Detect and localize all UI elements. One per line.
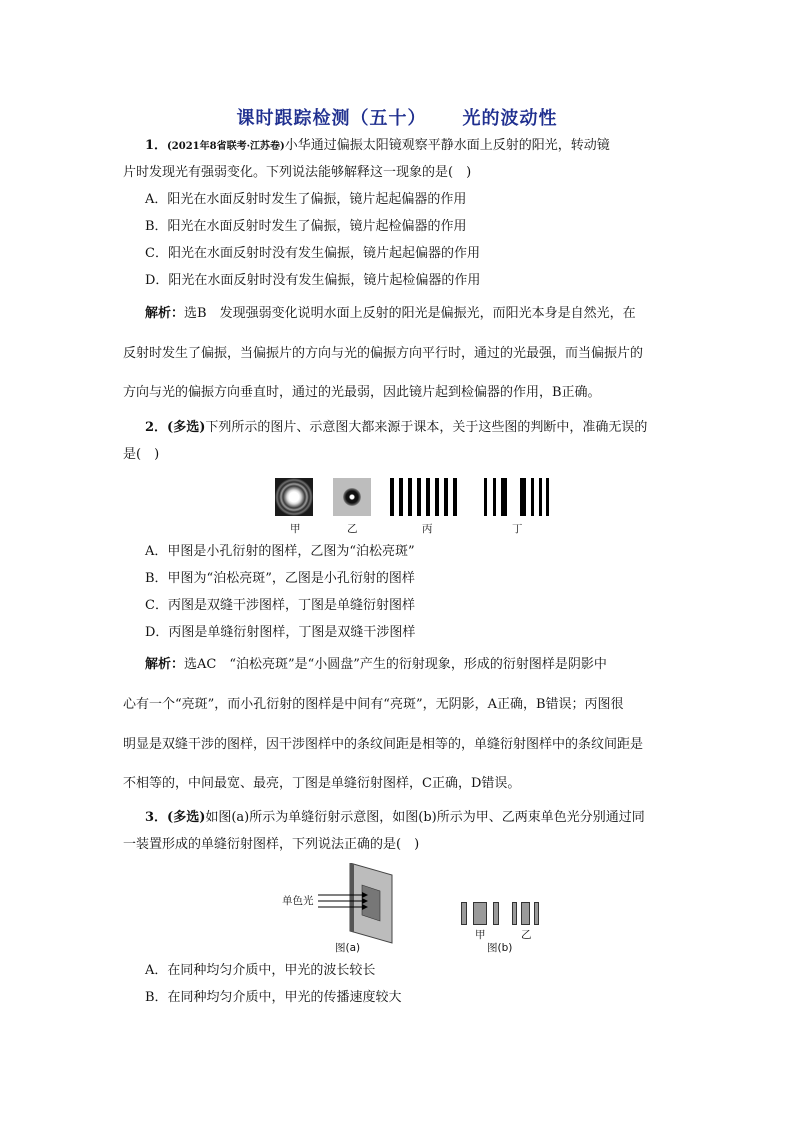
q3-line1 <box>145 809 705 827</box>
q2-analysis-text1: 选AC “泊松亮斑”是“小圆盘”产生的衍射现象，形成的衍射图样是阴影中 <box>184 657 607 672</box>
q1-analysis-label: 解析： <box>145 306 185 321</box>
q1-line2: 片时发现光有强弱变化。下列说法能够解释这一现象的是( ) <box>123 165 472 180</box>
q2-analysis-line2: 心有一个“亮斑”，而小孔衍射的图样是中间有“亮斑”，无阴影，A正确，B错误；丙图很 <box>123 697 624 712</box>
fig-label-yi: 乙 <box>347 523 358 535</box>
fig-b-label-jia: 甲 <box>475 929 486 941</box>
fig-label-jia: 甲 <box>290 523 301 535</box>
fig-a-single-slit-diagram <box>318 863 394 945</box>
fig-b-pattern-jia <box>461 902 499 924</box>
page-title <box>0 104 794 130</box>
fig-label-ding: 丁 <box>512 523 523 535</box>
q1-source: (2021年8省联考·江苏卷) <box>167 141 285 152</box>
q2-option-a: A．甲图是小孔衍射的图样，乙图为“泊松亮斑” <box>145 544 415 559</box>
q1-text1: 小华通过偏振太阳镜观察平静水面上反射的阳光，转动镜 <box>284 138 610 153</box>
q1-analysis-line2: 反射时发生了偏振，当偏振片的方向与光的偏振方向平行时，通过的光最强，而当偏振片的 <box>123 346 644 361</box>
fig-b-caption: 图(b) <box>487 942 513 954</box>
fig-a-light-label: 单色光 <box>282 895 314 907</box>
q3-line2: 一装置形成的单缝衍射图样，下列说法正确的是( ) <box>123 837 420 852</box>
q2-analysis-line4: 不相等的，中间最宽、最亮，丁图是单缝衍射图样，C正确，D错误。 <box>123 776 521 791</box>
fig-a-caption: 图(a) <box>335 942 361 954</box>
q3-tag: (多选) <box>167 810 206 825</box>
q2-option-c: C．丙图是双缝干涉图样，丁图是单缝衍射图样 <box>145 598 415 613</box>
q2-option-b: B．甲图为“泊松亮斑”，乙图是小孔衍射的图样 <box>145 571 415 586</box>
q2-option-d: D．丙图是单缝衍射图样，丁图是双缝干涉图样 <box>145 625 416 640</box>
q2-analysis-line3: 明显是双缝干涉的图样，因干涉图样中的条纹间距是相等的，单缝衍射图样中的条纹间距是 <box>123 737 644 752</box>
q1-option-b: B．阳光在水面反射时发生了偏振，镜片起检偏器的作用 <box>145 219 467 234</box>
q3-text1: 如图(a)所示为单缝衍射示意图，如图(b)所示为甲、乙两束单色光分别通过同 <box>205 810 645 825</box>
q3-option-a: A．在同种均匀介质中，甲光的波长较长 <box>145 963 376 978</box>
fig-b-pattern-yi <box>512 902 540 924</box>
q3-option-b: B．在同种均匀介质中，甲光的传播速度较大 <box>145 990 402 1005</box>
fig-b-label-yi: 乙 <box>521 929 532 941</box>
q1-analysis-line3: 方向与光的偏振方向垂直时，通过的光最弱，因此镜片起到检偏器的作用，B正确。 <box>123 385 601 400</box>
fig-bing-double-slit <box>390 478 462 516</box>
q1-option-d: D．阳光在水面反射时没有发生偏振，镜片起检偏器的作用 <box>145 273 481 288</box>
q2-line2: 是( ) <box>123 447 160 462</box>
q2-analysis-line1 <box>145 656 705 674</box>
q1-option-a: A．阳光在水面反射时发生了偏振，镜片起起偏器的作用 <box>145 192 467 207</box>
q2-line1 <box>145 419 705 437</box>
q2-analysis-label: 解析： <box>145 657 185 672</box>
fig-yi-poisson-spot <box>333 478 371 516</box>
title-sub: 光的波动性 <box>462 108 558 129</box>
q1-analysis-line1 <box>145 305 705 323</box>
q1-option-c: C．阳光在水面反射时没有发生偏振，镜片起起偏器的作用 <box>145 246 480 261</box>
q1-line1 <box>145 137 705 156</box>
fig-jia-hole-diffraction <box>275 478 313 516</box>
q2-text1: 下列所示的图片、示意图大都来源于课本，关于这些图的判断中，准确无误的 <box>205 420 648 435</box>
q1-analysis-text1: 选B 发现强弱变化说明水面上反射的阳光是偏振光，而阳光本身是自然光，在 <box>184 306 636 321</box>
fig-label-bing: 丙 <box>422 523 433 535</box>
q3-number: 3． <box>145 810 168 825</box>
q2-number: 2． <box>145 420 168 435</box>
q2-tag: (多选) <box>167 420 206 435</box>
fig-ding-single-slit <box>484 478 550 516</box>
title-main: 课时跟踪检测（五十） <box>236 108 427 129</box>
q1-number: 1． <box>145 138 168 153</box>
